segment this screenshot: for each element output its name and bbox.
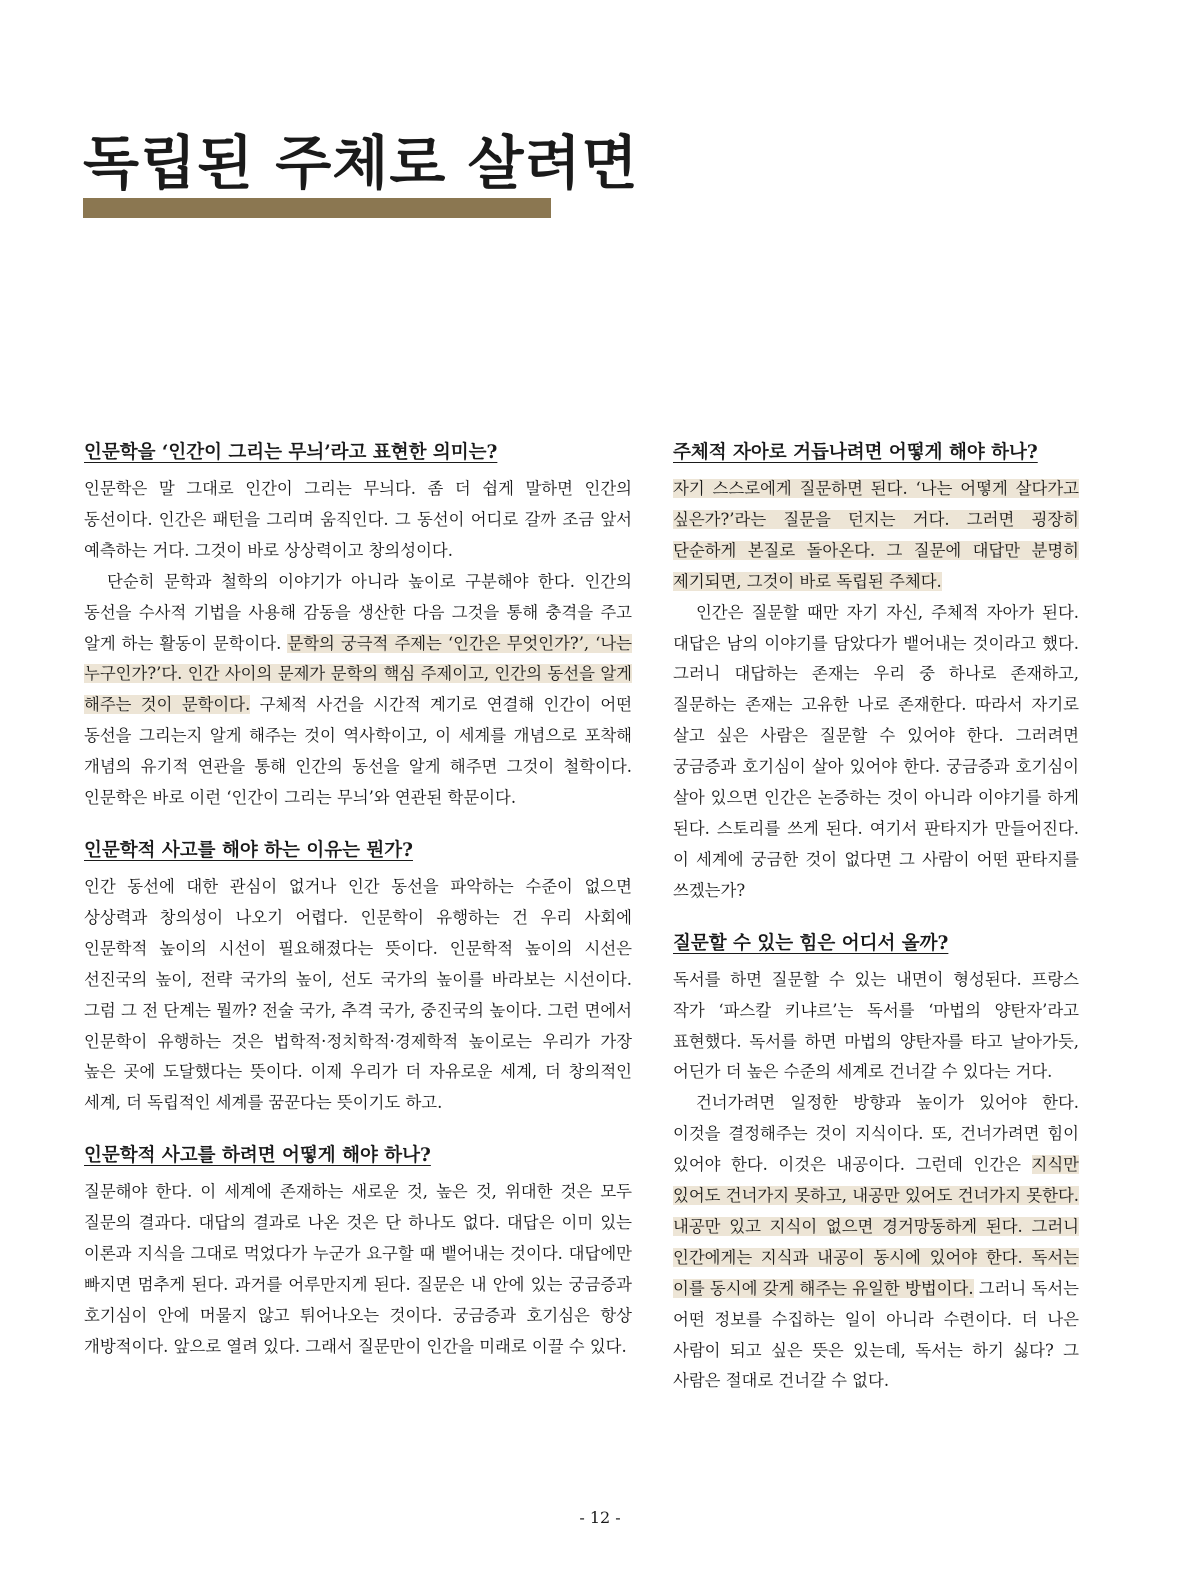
answer-paragraph: 질문해야 한다. 이 세계에 존재하는 새로운 것, 높은 것, 위대한 것은 모두 질문의 결과다. 대답의 결과로 나온 것은 단 하나도 없다. 대답은 이미 있는 이론과 지식을 그대로 먹었다가 누군가 요구할 때 뱉어내는 것이다. 대답에만 빠지면 멈추게 된다. 과거를 어루만지게 된다. 질문은 내 안에 있는 궁금증과 호기심이 안에 머물지 않고 튀어나오는 것이다. 궁금증과 호기심은 항상 개방적이다. 앞으로 열려 있다. 그래서 질문만이 인간을 미래로 이끌 수 있다.: [84, 1182, 632, 1356]
answer-paragraph: [673, 1088, 1079, 1397]
question-heading: 인문학을 ‘인간이 그리는 무늬’라고 표현한 의미는?: [84, 442, 498, 463]
answer-text: 구체적 사건을 시간적 계기로 연결해 인간이 어떤 동선을 그리는지 알게 해주는 것이 역사학이고, 이 세계를 개념으로 포착해 개념의 유기적 연관을 통해 인간의 동선을 알게 해주면 그것이 철학이다. 인문학은 바로 이런 ‘인간이 그리는 무늬’와 연관된 학문이다.: [84, 695, 632, 808]
question-heading: 주체적 자아로 거듭나려면 어떻게 해야 하나?: [673, 442, 1038, 463]
title-underline-bar: [83, 198, 551, 218]
answer-paragraph: [84, 567, 632, 814]
page-number: - 12 -: [579, 1508, 621, 1527]
right-column: [673, 438, 1079, 1397]
highlighted-text: 지식만 있어도 건너가지 못하고, 내공만 있어도 건너가지 못한다. 내공만 있고 지식이 없으면 경거망동하게 된다. 그러니 인간에게는 지식과 내공이 동시에 있어야 한다. 독서는 이를 동시에 갖게 해주는 유일한 방법이다.: [673, 1155, 1079, 1298]
highlighted-text: 문학의 궁극적 주제는 ‘인간은 무엇인가?’, ‘나는 누구인가?’다. 인간 사이의 문제가 문학의 핵심 주제이고, 인간의 동선을 알게 해주는 것이 문학이다.: [84, 633, 632, 715]
answer-text: 그러니 독서는 어떤 정보를 수집하는 일이 아니라 수련이다. 더 나은 사람이 되고 싶은 뜻은 있는데, 독서는 하기 싫다? 그 사람은 절대로 건너갈 수 없다.: [673, 1278, 1079, 1391]
highlighted-text: 자기 스스로에게 질문하면 된다. ‘나는 어떻게 살다가고 싶은가?’라는 질문을 던지는 거다. 그러면 굉장히 단순하게 본질로 돌아온다. 그 질문에 대답만 분명히 제기되면, 그것이 바로 독립된 주체다.: [673, 479, 1079, 591]
answer-paragraph: 인문학은 말 그대로 인간이 그리는 무늬다. 좀 더 쉽게 말하면 인간의 동선이다. 인간은 패턴을 그리며 움직인다. 그 동선이 어디로 갈까 조금 앞서 예측하는 거다. 그것이 바로 상상력이고 창의성이다.: [84, 479, 632, 560]
answer-paragraph: 인간은 질문할 때만 자기 자신, 주체적 자아가 된다. 대답은 남의 이야기를 담았다가 뱉어내는 것이라고 했다. 그러니 대답하는 존재는 우리 중 하나로 존재하고, 질문하는 존재는 고유한 나로 존재한다. 따라서 자기로 살고 싶은 사람은 질문할 수 있어야 한다. 그러려면 궁금증과 호기심이 살아 있어야 한다. 궁금증과 호기심이 살아 있으면 인간은 논증하는 것이 아니라 이야기를 하게 된다. 스토리를 쓰게 된다. 여기서 판타지가 만들어진다. 이 세계에 궁금한 것이 없다면 그 사람이 어떤 판타지를 쓰겠는가?: [673, 602, 1079, 900]
answer-paragraph: 독서를 하면 질문할 수 있는 내면이 형성된다. 프랑스 작가 ‘파스칼 키냐르’는 독서를 ‘마법의 양탄자’라고 표현했다. 독서를 하면 마법의 양탄자를 타고 날아가듯, 어딘가 더 높은 수준의 세계로 건너갈 수 있다는 거다.: [673, 969, 1079, 1082]
answer-text: 건너가려면 일정한 방향과 높이가 있어야 한다. 이것을 결정해주는 것이 지식이다. 또, 건너가려면 힘이 있어야 한다. 이것은 내공이다. 그런데 인간은: [673, 1093, 1079, 1175]
answer-text: 단순히 문학과 철학의 이야기가 아니라 높이로 구분해야 한다. 인간의 동선을 수사적 기법을 사용해 감동을 생산한 다음 그것을 통해 충격을 주고 알게 하는 활동이 문학이다.: [84, 571, 632, 653]
answer-paragraph: [673, 474, 1079, 598]
question-heading: 질문할 수 있는 힘은 어디서 올까?: [673, 932, 949, 954]
left-column: [84, 438, 632, 1363]
answer-paragraph: 인간 동선에 대한 관심이 없거나 인간 동선을 파악하는 수준이 없으면 상상력과 창의성이 나오기 어렵다. 인문학이 유행하는 건 우리 사회에 인문학적 높이의 시선이 필요해졌다는 뜻이다. 인문학적 높이의 시선은 선진국의 높이, 전략 국가의 높이, 선도 국가의 높이를 바라보는 시선이다. 그럼 그 전 단계는 뭘까? 전술 국가, 추격 국가, 중진국의 높이다. 그런 면에서 인문학이 유행하는 것은 법학적·정치학적·경제학적 높이로는 우리가 가장 높은 곳에 도달했다는 뜻이다. 이제 우리가 더 자유로운 세계, 더 창의적인 세계, 더 독립적인 세계를 꿈꾼다는 뜻이기도 하고.: [84, 876, 632, 1113]
question-heading: 인문학적 사고를 해야 하는 이유는 뭔가?: [84, 839, 413, 861]
page-title: 독립된 주체로 살려면: [83, 129, 639, 197]
question-heading: 인문학적 사고를 하려면 어떻게 해야 하나?: [84, 1145, 431, 1167]
